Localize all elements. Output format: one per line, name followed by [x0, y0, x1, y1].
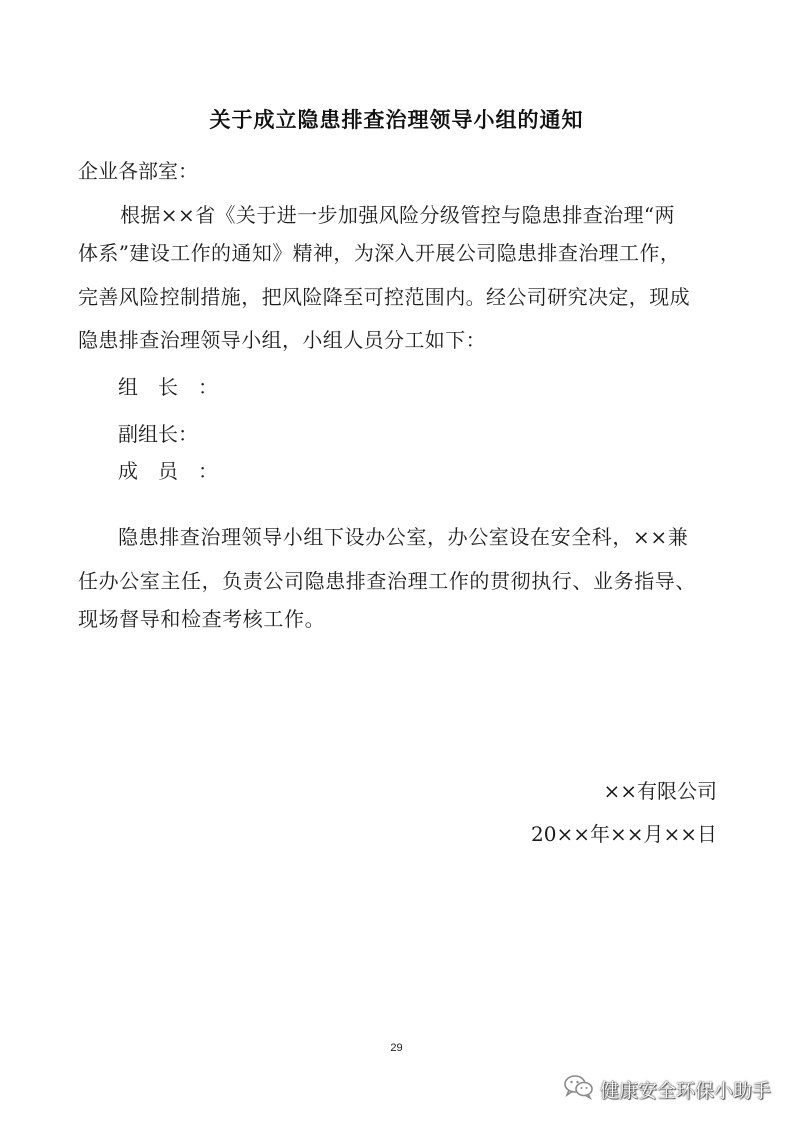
document-title: 关于成立隐患排查治理领导小组的通知	[209, 108, 584, 132]
paragraph1-line: 体系”建设工作的通知》精神，为深入开展公司隐患排查治理工作，	[78, 241, 681, 265]
members-label: 成员：	[118, 459, 238, 483]
paragraph2-line: 任办公室主任，负责公司隐患排查治理工作的贯彻执行、业务指导、	[78, 569, 696, 593]
deputy-leader-label: 副组长：	[118, 422, 198, 446]
paragraph2-line: 现场督导和检查考核工作。	[78, 607, 326, 631]
leader-label: 组长：	[118, 375, 238, 399]
paragraph1-line: 根据××省《关于进一步加强风险分级管控与隐患排查治理“两	[120, 203, 675, 227]
page-number: 29	[390, 1042, 403, 1054]
wechat-icon	[564, 1074, 594, 1105]
paragraph1-line: 隐患排查治理领导小组，小组人员分工如下：	[78, 328, 486, 352]
watermark	[564, 1074, 771, 1105]
signature-date: 20××年××月××日	[531, 822, 717, 846]
watermark-text: 健康安全环保小助手	[599, 1080, 771, 1102]
paragraph1-line: 完善风险控制措施，把风险降至可控范围内。经公司研究决定，现成	[78, 285, 690, 309]
paragraph2-line: 隐患排查治理领导小组下设办公室，办公室设在安全科，××兼	[118, 525, 689, 549]
salutation: 企业各部室：	[78, 159, 198, 183]
signature-company: ××有限公司	[603, 779, 717, 803]
